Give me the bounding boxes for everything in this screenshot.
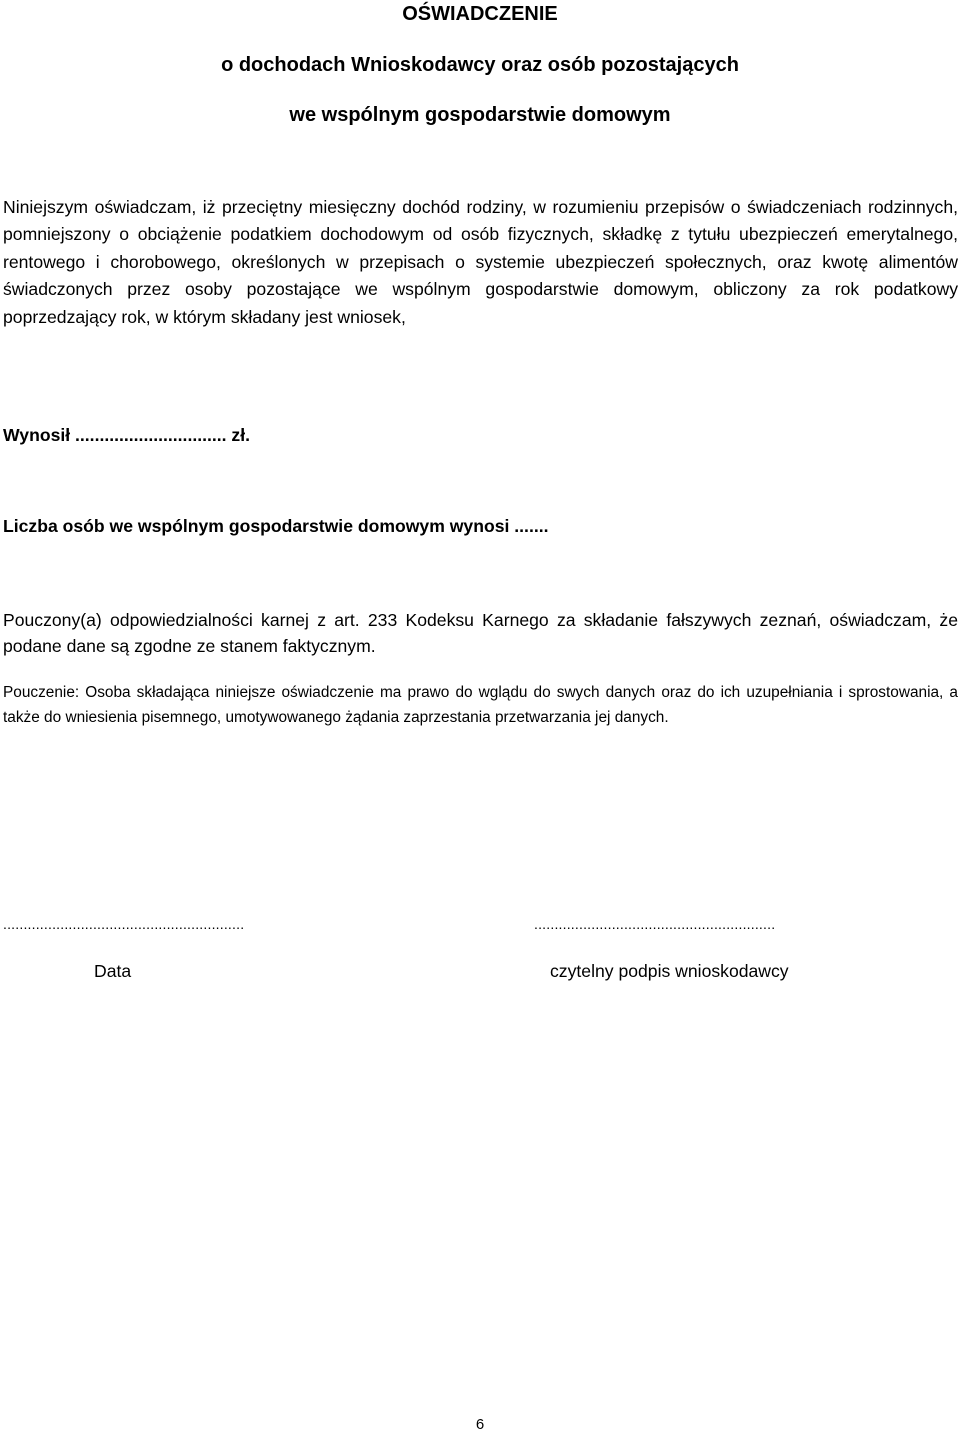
document-subtitle-line1: o dochodach Wnioskodawcy oraz osób pozostających [221,54,739,76]
document-title: OŚWIADCZENIE [402,3,558,25]
signature-label: czytelny podpis wnioskodawcy [550,961,789,981]
income-line: Wynosił ............................... zł. [3,425,251,445]
data-processing-notice: Pouczenie: Osoba składająca niniejsze oświadczenie ma prawo do wglądu do swych danych oraz do ich uzupełniania i sprostowania, a także do wniesienia pisemnego, umotywowanego żądania zaprzestania przetwarzania jej danych. [3,684,958,726]
date-label: Data [94,961,132,981]
applicant-signature-line: ........................................................... [534,916,776,932]
liability-statement: Pouczony(a) odpowiedzialności karnej z art. 233 Kodeksu Karnego za składanie fałszywych zeznań, oświadczam, że podane dane są zgodne ze stanem faktycznym. [3,610,958,656]
declaration-paragraph: Niniejszym oświadczam, iż przeciętny miesięczny dochód rodziny, w rozumieniu przepisów o świadczeniach rodzinnych, pomniejszony o obciążenie podatkiem dochodowym od osób fizycznych, składkę z tytułu ubezpieczeń emerytalnego, rentowego i chorobowego, określonych w przepisach o systemie ubezpieczeń społecznych, oraz kwotę alimentów świadczonych przez osoby pozostające we wspólnym gospodarstwie domowym, obliczony za rok podatkowy poprzedzający rok, w którym składany jest wniosek, [3,197,958,327]
document-subtitle-line2: we wspólnym gospodarstwie domowym [289,104,671,126]
page-number: 6 [475,1416,485,1433]
date-signature-line: ........................................................... [3,916,245,932]
household-size-line: Liczba osób we wspólnym gospodarstwie domowym wynosi ....... [3,516,549,536]
